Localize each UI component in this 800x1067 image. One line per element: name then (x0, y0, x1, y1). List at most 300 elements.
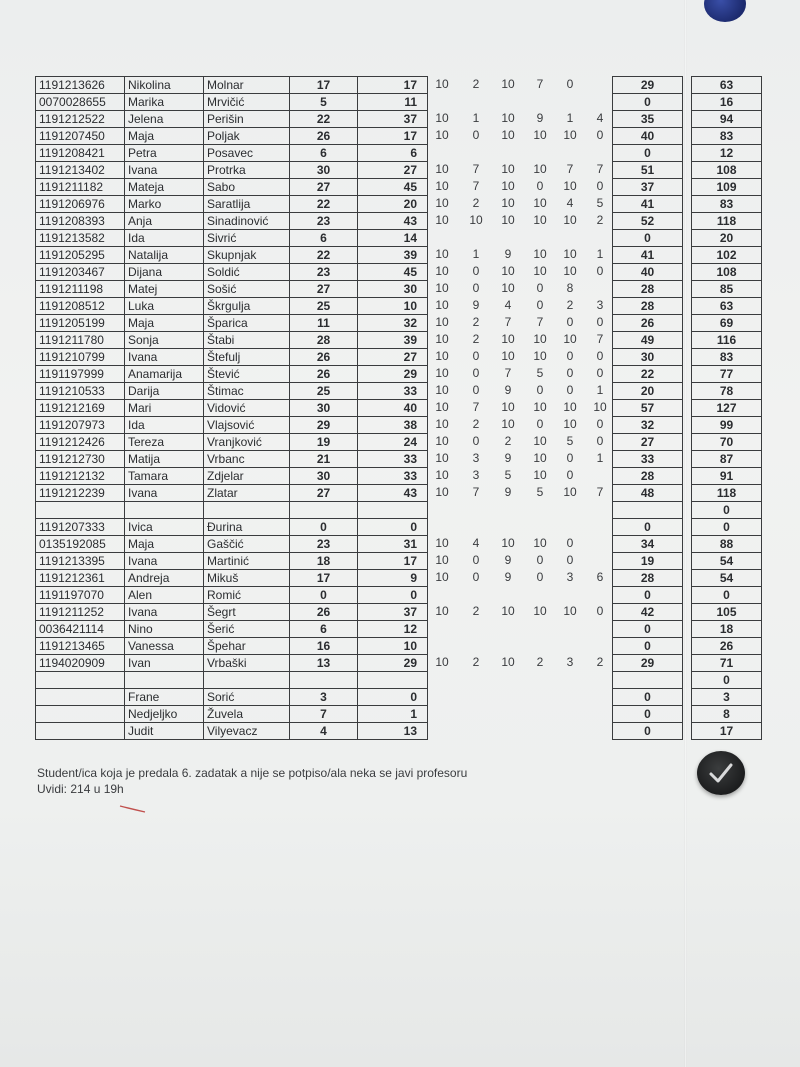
student-id-cell (36, 706, 125, 723)
table-row (36, 434, 428, 451)
total-cell: 54 (692, 570, 762, 587)
task-1-score: 10 (435, 536, 449, 550)
score-b-cell: 20 (358, 196, 428, 213)
student-id-cell: 1191212426 (36, 434, 125, 451)
sum-row (613, 281, 683, 298)
last-name-cell: Posavec (204, 145, 290, 162)
first-name-cell: Luka (125, 298, 204, 315)
table-row (36, 468, 428, 485)
sum-row (613, 111, 683, 128)
table-row (36, 94, 428, 111)
task-5-score: 2 (566, 298, 574, 312)
task-1-score: 10 (435, 162, 449, 176)
first-name-cell: Ivan (125, 655, 204, 672)
total-column (691, 76, 762, 740)
total-cell: 0 (692, 519, 762, 536)
score-b-cell: 10 (358, 298, 428, 315)
first-name-cell (125, 672, 204, 689)
last-name-cell: Vranjković (204, 434, 290, 451)
score-b-cell: 38 (358, 417, 428, 434)
last-name-cell: Vilyevacz (204, 723, 290, 740)
task-4-score: 10 (533, 434, 547, 448)
task-3-score: 10 (501, 179, 515, 193)
student-id-cell: 1191212132 (36, 468, 125, 485)
total-row (692, 179, 762, 196)
task-5-score: 0 (566, 77, 574, 91)
student-id-cell: 1191197070 (36, 587, 125, 604)
score-a-cell: 6 (290, 145, 358, 162)
student-id-cell: 1191212730 (36, 451, 125, 468)
sum-row (613, 264, 683, 281)
last-name-cell: Vlajsović (204, 417, 290, 434)
task-2-score: 2 (472, 332, 480, 346)
first-name-cell: Ivana (125, 485, 204, 502)
task-5-score: 4 (566, 196, 574, 210)
total-row (692, 434, 762, 451)
last-name-cell: Šegrt (204, 604, 290, 621)
first-name-cell: Nedjeljko (125, 706, 204, 723)
task-sum-cell: 41 (613, 247, 683, 264)
task-sum-cell: 0 (613, 706, 683, 723)
score-a-cell: 6 (290, 621, 358, 638)
task-4-score: 0 (536, 298, 544, 312)
task-5-score: 10 (563, 179, 577, 193)
table-row (36, 604, 428, 621)
score-a-cell: 6 (290, 230, 358, 247)
task-1-score: 10 (435, 264, 449, 278)
last-name-cell: Sorić (204, 689, 290, 706)
table-row (36, 145, 428, 162)
sum-row (613, 417, 683, 434)
total-cell: 83 (692, 128, 762, 145)
task-sum-cell: 51 (613, 162, 683, 179)
task-2-score: 2 (472, 315, 480, 329)
sum-row (613, 553, 683, 570)
total-row (692, 383, 762, 400)
task-3-score: 5 (504, 468, 512, 482)
task-2-score: 7 (472, 162, 480, 176)
task-2-score: 0 (472, 349, 480, 363)
task-sum-cell: 41 (613, 196, 683, 213)
total-row (692, 145, 762, 162)
task-4-score: 10 (533, 264, 547, 278)
sum-row (613, 77, 683, 94)
total-cell: 77 (692, 366, 762, 383)
task-5-score: 0 (566, 553, 574, 567)
last-name-cell: Romić (204, 587, 290, 604)
task-sum-cell: 37 (613, 179, 683, 196)
student-id-cell: 1191211252 (36, 604, 125, 621)
sum-row (613, 400, 683, 417)
task-1-score: 10 (435, 332, 449, 346)
task-4-score: 5 (536, 485, 544, 499)
task-3-score: 9 (504, 570, 512, 584)
task-sum-cell: 0 (613, 145, 683, 162)
first-name-cell: Marko (125, 196, 204, 213)
student-id-cell: 1191205199 (36, 315, 125, 332)
score-a-cell (290, 672, 358, 689)
total-cell: 83 (692, 196, 762, 213)
task-6-score: 10 (593, 400, 607, 414)
total-row (692, 230, 762, 247)
score-b-cell: 6 (358, 145, 428, 162)
table-row (36, 128, 428, 145)
score-b-cell: 45 (358, 264, 428, 281)
task-4-score: 0 (536, 417, 544, 431)
task-sum-cell: 29 (613, 77, 683, 94)
total-cell: 85 (692, 281, 762, 298)
first-name-cell: Nikolina (125, 77, 204, 94)
total-row (692, 706, 762, 723)
sum-row (613, 298, 683, 315)
first-name-cell: Nino (125, 621, 204, 638)
last-name-cell: Vidović (204, 400, 290, 417)
task-2-score: 2 (472, 77, 480, 91)
task-sum-cell: 28 (613, 570, 683, 587)
task-sum-cell: 28 (613, 298, 683, 315)
task-sum-cell: 28 (613, 468, 683, 485)
score-a-cell: 26 (290, 349, 358, 366)
score-b-cell: 0 (358, 587, 428, 604)
score-b-cell: 14 (358, 230, 428, 247)
score-a-cell: 27 (290, 281, 358, 298)
task-1-score: 10 (435, 383, 449, 397)
total-cell: 63 (692, 298, 762, 315)
total-cell: 91 (692, 468, 762, 485)
last-name-cell: Molnar (204, 77, 290, 94)
table-row (36, 587, 428, 604)
first-name-cell: Sonja (125, 332, 204, 349)
last-name-cell: Štević (204, 366, 290, 383)
task-4-score: 0 (536, 179, 544, 193)
task-4-score: 10 (533, 604, 547, 618)
task-5-score: 10 (563, 128, 577, 142)
total-cell: 12 (692, 145, 762, 162)
task-4-score: 10 (533, 196, 547, 210)
score-b-cell: 39 (358, 332, 428, 349)
table-row (36, 349, 428, 366)
task-4-score: 0 (536, 383, 544, 397)
table-row (36, 247, 428, 264)
table-row (36, 264, 428, 281)
task-6-score: 0 (596, 128, 604, 142)
last-name-cell: Sabo (204, 179, 290, 196)
student-id-cell: 1191212169 (36, 400, 125, 417)
task-5-score: 0 (566, 451, 574, 465)
task-2-score: 2 (472, 417, 480, 431)
total-row (692, 536, 762, 553)
score-a-cell: 17 (290, 570, 358, 587)
score-a-cell: 16 (290, 638, 358, 655)
first-name-cell: Mari (125, 400, 204, 417)
task-3-score: 9 (504, 485, 512, 499)
score-b-cell: 33 (358, 451, 428, 468)
score-a-cell: 29 (290, 417, 358, 434)
score-a-cell: 30 (290, 400, 358, 417)
task-sum-cell: 57 (613, 400, 683, 417)
sum-row (613, 196, 683, 213)
score-b-cell: 1 (358, 706, 428, 723)
total-cell: 118 (692, 213, 762, 230)
sum-row (613, 485, 683, 502)
task-sum-cell: 0 (613, 621, 683, 638)
task-3-score: 10 (501, 604, 515, 618)
last-name-cell: Poljak (204, 128, 290, 145)
total-row (692, 281, 762, 298)
task-3-score: 10 (501, 128, 515, 142)
student-id-cell: 0036421114 (36, 621, 125, 638)
sum-row (613, 655, 683, 672)
task-3-score: 10 (501, 655, 515, 669)
score-b-cell: 10 (358, 638, 428, 655)
table-row (36, 519, 428, 536)
score-b-cell: 12 (358, 621, 428, 638)
task-1-score: 10 (435, 553, 449, 567)
task-6-score: 7 (596, 162, 604, 176)
task-sum-cell: 40 (613, 264, 683, 281)
total-row (692, 553, 762, 570)
total-cell: 94 (692, 111, 762, 128)
task-1-score: 10 (435, 315, 449, 329)
score-b-cell: 9 (358, 570, 428, 587)
score-b-cell: 27 (358, 162, 428, 179)
score-b-cell: 11 (358, 94, 428, 111)
task-1-score: 10 (435, 349, 449, 363)
table-row (36, 400, 428, 417)
task-4-score: 10 (533, 349, 547, 363)
task-2-score: 3 (472, 451, 480, 465)
score-b-cell: 31 (358, 536, 428, 553)
last-name-cell: Saratlija (204, 196, 290, 213)
sum-row (613, 706, 683, 723)
task-5-score: 10 (563, 332, 577, 346)
sum-row (613, 434, 683, 451)
student-id-cell: 1191207450 (36, 128, 125, 145)
sum-row (613, 349, 683, 366)
sum-row (613, 468, 683, 485)
last-name-cell (204, 672, 290, 689)
task-sum-cell: 19 (613, 553, 683, 570)
table-row (36, 281, 428, 298)
score-b-cell: 17 (358, 128, 428, 145)
total-cell: 20 (692, 230, 762, 247)
task-3-score: 9 (504, 247, 512, 261)
table-row (36, 366, 428, 383)
table-row (36, 162, 428, 179)
task-6-score: 0 (596, 315, 604, 329)
task-sum-cell (613, 672, 683, 689)
last-name-cell: Zlatar (204, 485, 290, 502)
task-1-score: 10 (435, 400, 449, 414)
last-name-cell: Mikuš (204, 570, 290, 587)
task-3-score: 10 (501, 281, 515, 295)
first-name-cell: Vanessa (125, 638, 204, 655)
score-a-cell: 25 (290, 383, 358, 400)
task-3-score: 10 (501, 536, 515, 550)
last-name-cell: Martinić (204, 553, 290, 570)
total-cell: 0 (692, 672, 762, 689)
task-sum-cell: 20 (613, 383, 683, 400)
total-row (692, 570, 762, 587)
total-cell: 88 (692, 536, 762, 553)
first-name-cell: Marika (125, 94, 204, 111)
task-sum-cell: 32 (613, 417, 683, 434)
table-row (36, 451, 428, 468)
score-a-cell (290, 502, 358, 519)
table-row (36, 111, 428, 128)
last-name-cell: Štefulj (204, 349, 290, 366)
table-row (36, 315, 428, 332)
paper-fold (684, 0, 687, 1067)
total-row (692, 417, 762, 434)
task-2-score: 1 (472, 247, 480, 261)
score-a-cell: 19 (290, 434, 358, 451)
first-name-cell: Ivana (125, 553, 204, 570)
first-name-cell: Alen (125, 587, 204, 604)
task-5-score: 0 (566, 315, 574, 329)
checkmark-pushpin-icon (697, 751, 745, 795)
task-1-score: 10 (435, 655, 449, 669)
total-cell: 83 (692, 349, 762, 366)
total-cell: 118 (692, 485, 762, 502)
last-name-cell: Skupnjak (204, 247, 290, 264)
score-b-cell: 43 (358, 485, 428, 502)
sum-row (613, 621, 683, 638)
task-4-score: 2 (536, 655, 544, 669)
table-row (36, 230, 428, 247)
student-id-cell: 1191212239 (36, 485, 125, 502)
total-row (692, 468, 762, 485)
task-1-score: 10 (435, 570, 449, 584)
student-id-cell: 1191206976 (36, 196, 125, 213)
task-5-score: 3 (566, 570, 574, 584)
task-6-score: 0 (596, 179, 604, 193)
task-5-score: 10 (563, 264, 577, 278)
note-line-signature: Student/ica koja je predala 6. zadatak a nije se potpiso/ala neka se javi profesoru (37, 766, 468, 780)
task-3-score: 10 (501, 77, 515, 91)
task-3-score: 10 (501, 264, 515, 278)
student-id-cell (36, 502, 125, 519)
table-row (36, 417, 428, 434)
student-id-cell: 1191211780 (36, 332, 125, 349)
score-a-cell: 26 (290, 128, 358, 145)
task-sum-cell: 27 (613, 434, 683, 451)
sum-row (613, 94, 683, 111)
task-sum-cell: 26 (613, 315, 683, 332)
task-5-score: 0 (566, 536, 574, 550)
score-a-cell: 3 (290, 689, 358, 706)
total-cell: 17 (692, 723, 762, 740)
task-1-score: 10 (435, 77, 449, 91)
first-name-cell: Jelena (125, 111, 204, 128)
last-name-cell: Zdjelar (204, 468, 290, 485)
table-row (36, 485, 428, 502)
table-row (36, 621, 428, 638)
task-1-score: 10 (435, 434, 449, 448)
student-id-cell: 0070028655 (36, 94, 125, 111)
first-name-cell: Natalija (125, 247, 204, 264)
total-cell: 70 (692, 434, 762, 451)
score-a-cell: 23 (290, 213, 358, 230)
table-row (36, 383, 428, 400)
total-cell: 102 (692, 247, 762, 264)
red-pen-mark-icon (118, 804, 148, 814)
student-id-cell: 1191208512 (36, 298, 125, 315)
sum-row (613, 689, 683, 706)
task-1-score: 10 (435, 281, 449, 295)
task-sum-cell: 35 (613, 111, 683, 128)
task-6-score: 7 (596, 332, 604, 346)
task-2-score: 9 (472, 298, 480, 312)
score-b-cell: 40 (358, 400, 428, 417)
first-name-cell: Ivana (125, 604, 204, 621)
task-3-score: 7 (504, 366, 512, 380)
sum-row (613, 672, 683, 689)
total-cell: 78 (692, 383, 762, 400)
task-3-score: 9 (504, 451, 512, 465)
task-2-score: 10 (469, 213, 483, 227)
task-sum-cell: 28 (613, 281, 683, 298)
task-4-score: 10 (533, 451, 547, 465)
score-a-cell: 18 (290, 553, 358, 570)
score-b-cell: 33 (358, 468, 428, 485)
task-5-score: 1 (566, 111, 574, 125)
first-name-cell: Matej (125, 281, 204, 298)
sum-row (613, 213, 683, 230)
table-row (36, 196, 428, 213)
sum-row (613, 451, 683, 468)
total-cell: 109 (692, 179, 762, 196)
sum-row (613, 366, 683, 383)
score-a-cell: 23 (290, 264, 358, 281)
table-row (36, 723, 428, 740)
task-sum-cell: 49 (613, 332, 683, 349)
task-3-score: 9 (504, 553, 512, 567)
task-1-score: 10 (435, 451, 449, 465)
task-2-score: 0 (472, 570, 480, 584)
student-id-cell (36, 723, 125, 740)
score-b-cell: 43 (358, 213, 428, 230)
last-name-cell: Šparica (204, 315, 290, 332)
task-6-score: 1 (596, 247, 604, 261)
student-id-cell: 1191212522 (36, 111, 125, 128)
student-id-cell: 1191213395 (36, 553, 125, 570)
total-row (692, 587, 762, 604)
task-2-score: 4 (472, 536, 480, 550)
score-a-cell: 4 (290, 723, 358, 740)
student-id-cell: 1191208393 (36, 213, 125, 230)
score-a-cell: 17 (290, 77, 358, 94)
last-name-cell: Sinadinović (204, 213, 290, 230)
last-name-cell: Štimac (204, 383, 290, 400)
task-2-score: 7 (472, 400, 480, 414)
task-6-score: 0 (596, 366, 604, 380)
task-sum-cell: 48 (613, 485, 683, 502)
task-4-score: 10 (533, 468, 547, 482)
total-row (692, 264, 762, 281)
task-4-score: 10 (533, 162, 547, 176)
task-sum-cell: 29 (613, 655, 683, 672)
task-6-score: 2 (596, 213, 604, 227)
task-4-score: 10 (533, 247, 547, 261)
task-6-score: 1 (596, 451, 604, 465)
table-row (36, 570, 428, 587)
task-sum-cell: 30 (613, 349, 683, 366)
task-1-score: 10 (435, 298, 449, 312)
task-4-score: 10 (533, 332, 547, 346)
total-cell: 108 (692, 162, 762, 179)
task-5-score: 10 (563, 485, 577, 499)
